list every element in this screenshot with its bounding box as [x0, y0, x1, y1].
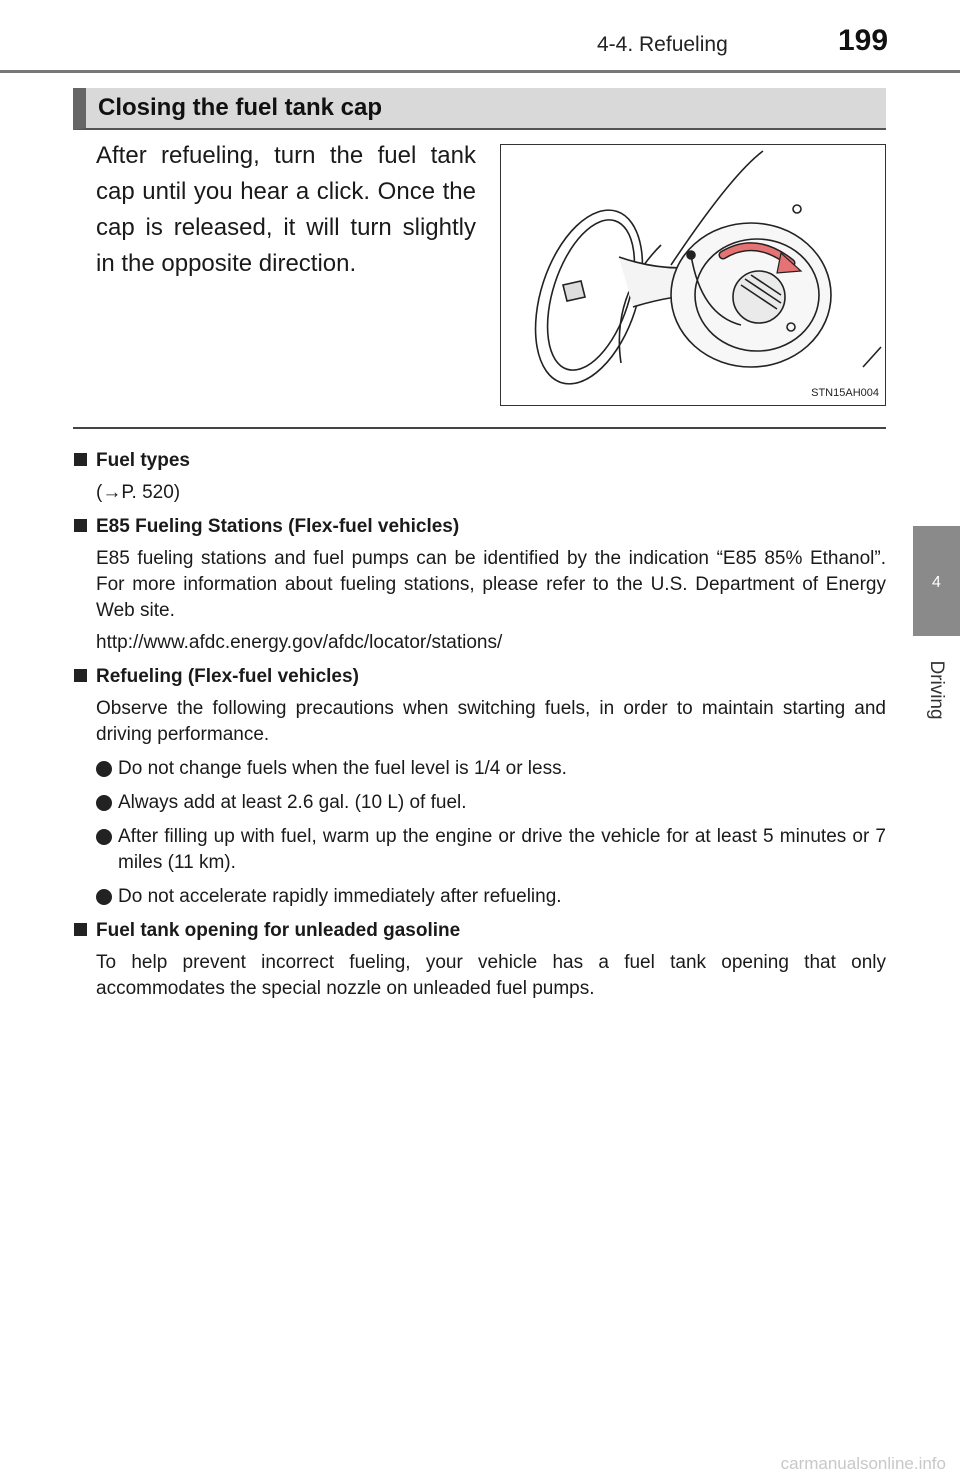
tank-opening-paragraph: To help prevent incorrect fueling, your vehicle has a fuel tank opening that only accommodates the special nozzle on unleaded fuel pumps.	[96, 952, 886, 999]
bullet-text: After filling up with fuel, warm up the engine or drive the vehicle for at least 5 minutes or 7 miles (11 km).	[118, 826, 886, 873]
heading-e85	[74, 514, 886, 540]
list-item	[74, 824, 886, 876]
intro-paragraph: After refueling, turn the fuel tank cap until you hear a click. Once the cap is released, it will turn slightly in the opposite direction.	[96, 142, 476, 277]
section-title: Closing the fuel tank cap	[73, 88, 886, 130]
round-bullet-icon	[96, 795, 112, 811]
bullet-text: Do not change fuels when the fuel level is 1/4 or less.	[118, 758, 567, 779]
refueling-paragraph: Observe the following precautions when switching fuels, in order to maintain starting and driving performance.	[96, 698, 886, 745]
e85-paragraph: E85 fueling stations and fuel pumps can be identified by the indication “E85 85% Ethanol”. For more information about fueling stations, please refer to the U.S. Department of Energy Web site.	[96, 548, 886, 621]
square-bullet-icon	[74, 669, 87, 682]
list-item	[74, 756, 886, 782]
e85-url: http://www.afdc.energy.gov/afdc/locator/stations/	[96, 632, 503, 653]
door-latch	[563, 281, 585, 301]
heading-text: Fuel tank opening for unleaded gasoline	[96, 920, 461, 941]
leader-line	[863, 347, 881, 367]
header-section-title: 4-4. Refueling	[597, 33, 728, 56]
square-bullet-icon	[74, 453, 87, 466]
heading-text: E85 Fueling Stations (Flex-fuel vehicles)	[96, 516, 460, 537]
round-bullet-icon	[96, 889, 112, 905]
header-rule	[0, 70, 960, 73]
heading-text: Fuel types	[96, 450, 190, 471]
round-bullet-icon	[96, 829, 112, 845]
chapter-tab-number: 4	[932, 574, 941, 591]
tether-clip	[687, 251, 695, 259]
heading-fuel-types	[74, 448, 886, 474]
fuel-cap-drawing	[501, 145, 885, 405]
watermark: carmanualsonline.info	[780, 1454, 946, 1473]
heading-text: Refueling (Flex-fuel vehicles)	[96, 666, 359, 687]
heading-tank-opening	[74, 918, 886, 944]
notes-content	[74, 440, 886, 1002]
section-divider	[73, 427, 886, 429]
square-bullet-icon	[74, 519, 87, 532]
bullet-text: Do not accelerate rapidly immediately after refueling.	[118, 886, 562, 907]
bullet-text: Always add at least 2.6 gal. (10 L) of fuel.	[118, 792, 467, 813]
page-reference: (→P. 520)	[96, 482, 181, 503]
heading-refueling	[74, 664, 886, 690]
page-number: 199	[838, 24, 889, 57]
square-bullet-icon	[74, 923, 87, 936]
round-bullet-icon	[96, 761, 112, 777]
chapter-tab-label: Driving	[926, 660, 947, 720]
list-item	[74, 790, 886, 816]
fuel-cap-illustration	[500, 144, 886, 406]
housing-screw-top	[793, 205, 801, 213]
figure-code: STN15AH004	[811, 387, 879, 399]
list-item	[74, 884, 886, 910]
